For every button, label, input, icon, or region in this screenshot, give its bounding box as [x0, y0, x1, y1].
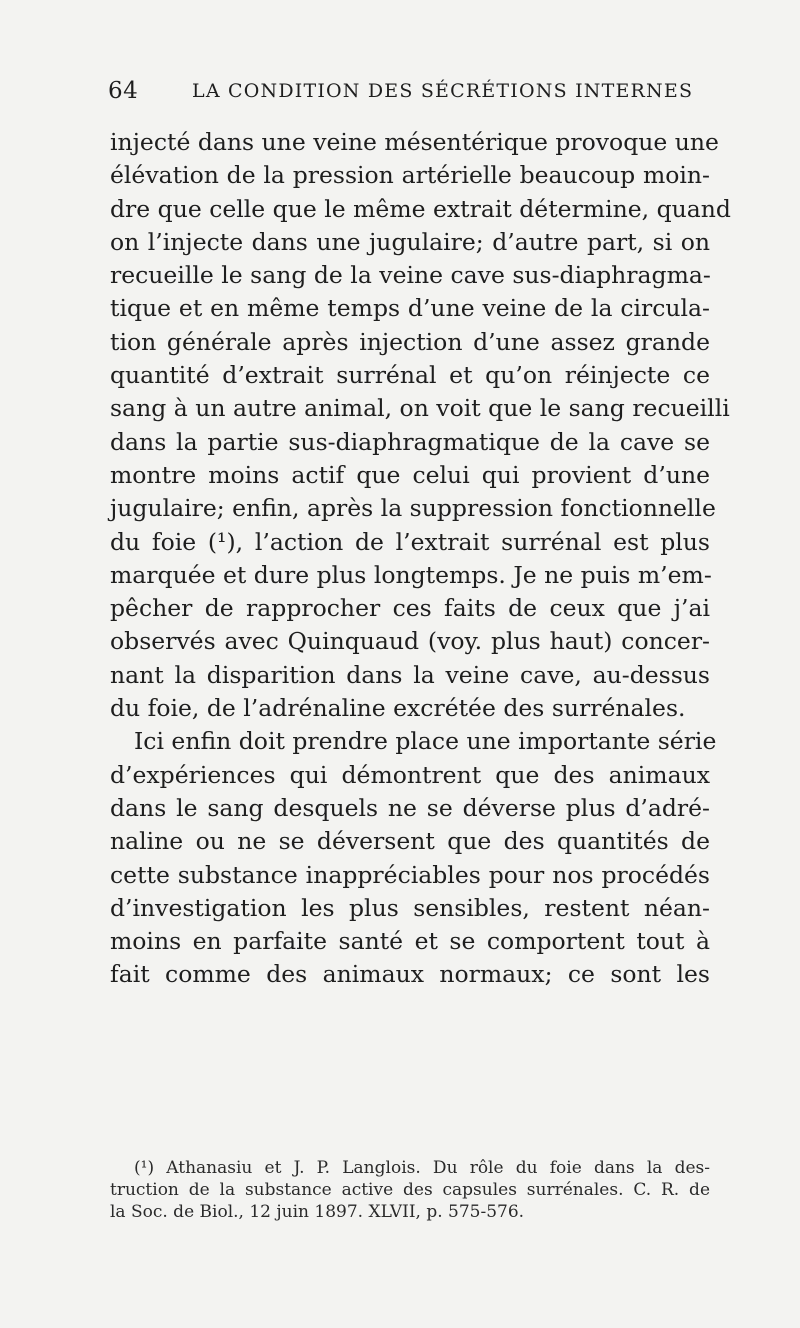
text-line: observés avec Quinquaud (voy. plus haut) concer-: [110, 627, 710, 656]
running-head: [108, 78, 700, 108]
text-line: sang à un autre animal, on voit que le sang recueilli: [110, 394, 730, 423]
text-line: jugulaire; enfin, après la suppression fonctionnelle: [110, 494, 716, 523]
text-line: cette substance inappréciables pour nos procédés: [110, 860, 710, 889]
text-line: montre moins actif que celui qui provient d’une: [110, 460, 710, 489]
text-line: d’investigation les plus sensibles, restent néan-: [110, 893, 710, 922]
text-line: dans la partie sus-diaphragmatique de la cave se: [110, 427, 710, 456]
text-line: injecté dans une veine mésentérique provoque une: [110, 128, 719, 156]
paragraph-start-line: Ici enfin doit prendre place une importante série: [134, 727, 717, 756]
footnote-line: la Soc. de Biol., 12 juin 1897. XLVII, p. 575-576.: [110, 1202, 525, 1222]
text-line: marquée et dure plus longtemps. Je ne puis m’em-: [110, 560, 712, 589]
body-text: [110, 126, 731, 992]
text-line: quantité d’extrait surrénal et qu’on réinjecte ce: [110, 361, 710, 390]
text-line: fait comme des animaux normaux; ce sont les: [110, 960, 710, 989]
text-line: naline ou ne se déversent que des quantités de: [110, 827, 710, 856]
text-line: pêcher de rapprocher ces faits de ceux que j’ai: [110, 594, 710, 623]
text-line: tion générale après injection d’une assez grande: [110, 327, 710, 356]
paragraph-end-line: du foie, de l’adrénaline excrétée des surrénales.: [110, 694, 686, 723]
text-line: élévation de la pression artérielle beaucoup moin-: [110, 161, 710, 190]
footnote: [110, 1157, 710, 1223]
footnote-line: (¹) Athanasiu et J. P. Langlois. Du rôle du foie dans la des-: [134, 1158, 710, 1178]
text-line: du foie (¹), l’action de l’extrait surrénal est plus: [110, 527, 710, 556]
text-line: dans le sang desquels ne se déverse plus d’adré-: [110, 793, 710, 822]
text-line: nant la disparition dans la veine cave, au-dessus: [110, 660, 710, 689]
page-number: 64: [108, 78, 139, 104]
text-line: tique et en même temps d’une veine de la circula-: [110, 294, 710, 323]
text-line: recueille le sang de la veine cave sus-diaphragma-: [110, 261, 711, 290]
text-line: on l’injecte dans une jugulaire; d’autre part, si on: [110, 227, 710, 256]
text-line: d’expériences qui démontrent que des animaux: [110, 760, 710, 789]
text-line: moins en parfaite santé et se comportent tout à: [110, 927, 710, 956]
running-title: LA CONDITION DES SÉCRÉTIONS INTERNES: [192, 80, 694, 102]
text-line: dre que celle que le même extrait détermine, quand: [110, 194, 731, 223]
footnote-line: truction de la substance active des capsules surrénales. C. R. de: [110, 1180, 710, 1200]
